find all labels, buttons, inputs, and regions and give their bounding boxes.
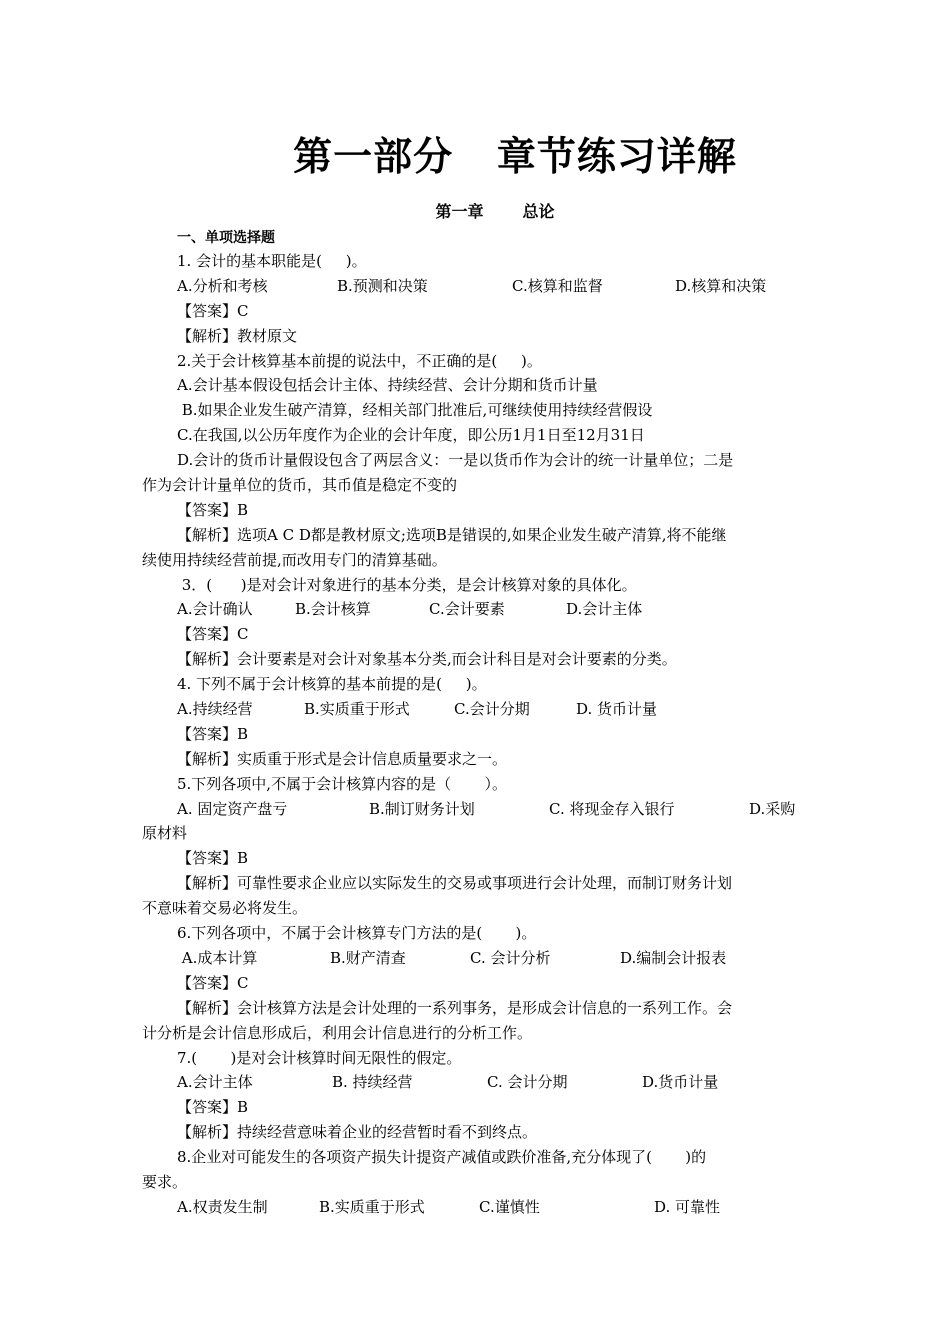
option-choice: D. 可靠性	[654, 1197, 721, 1216]
option-choice: C. 会计分析	[470, 948, 551, 967]
options-row	[142, 1070, 808, 1095]
option-choice: A.分析和考核	[177, 276, 268, 295]
option-choice: A.会计主体	[177, 1073, 253, 1092]
option-choice: B.实质重于形式	[304, 700, 410, 719]
explanation-line: 【解析】教材原文	[177, 326, 298, 345]
option-choice: D.编制会计报表	[620, 948, 727, 967]
option-choice: A. 固定资产盘亏	[177, 799, 288, 818]
text-line: 要求。	[142, 1172, 188, 1191]
option-choice: C.会计分期	[454, 700, 530, 719]
option-choice: C. 将现金存入银行	[549, 799, 675, 818]
explanation-line: 【解析】可靠性要求企业应以实际发生的交易或事项进行会计处理，而制订财务计划	[177, 874, 733, 893]
text-line: 不意味着交易必将发生。	[142, 899, 308, 918]
option-choice: D.核算和决策	[675, 276, 767, 295]
answer-line: 【答案】B	[177, 724, 249, 743]
explanation-line: 【解析】持续经营意味着企业的经营暂时看不到终点。	[177, 1123, 538, 1142]
text-line: A.会计基本假设包括会计主体、持续经营、会计分期和货币计量	[177, 376, 598, 395]
option-choice: A.会计确认	[177, 600, 253, 619]
option-choice: C.核算和监督	[512, 276, 603, 295]
text-line: 5.下列各项中,不属于会计核算内容的是（ ）。	[177, 774, 507, 793]
option-choice: A.成本计算	[177, 948, 258, 967]
text-line: 6.下列各项中，不属于会计核算专门方法的是( )。	[177, 924, 537, 943]
option-choice: A.权责发生制	[177, 1197, 268, 1216]
question-list	[142, 249, 808, 1220]
option-choice: B. 持续经营	[332, 1073, 413, 1092]
answer-line: 【答案】C	[177, 625, 249, 644]
section-heading: 一、单项选择题	[177, 230, 275, 246]
explanation-line: 【解析】会计要素是对会计对象基本分类,而会计科目是对会计要素的分类。	[177, 650, 677, 669]
answer-line: 【答案】B	[177, 500, 249, 519]
text-line: C.在我国,以公历年度作为企业的会计年度，即公历1月1日至12月31日	[177, 426, 645, 445]
text-line: 作为会计计量单位的货币，其币值是稳定不变的	[142, 476, 458, 495]
options-row	[142, 797, 808, 822]
option-choice: C.谨慎性	[479, 1197, 540, 1216]
text-line: D.会计的货币计量假设包含了两层含义：一是以货币作为会计的统一计量单位；二是	[177, 451, 734, 470]
option-choice: D.采购	[749, 799, 796, 818]
text-line: 1. 会计的基本职能是( )。	[177, 252, 367, 270]
answer-line: 【答案】B	[177, 849, 249, 868]
page-title: 第一部分 章节练习详解	[293, 135, 737, 180]
option-choice: A.持续经营	[177, 700, 253, 719]
option-choice: B.会计核算	[295, 600, 371, 619]
text-line: 2.关于会计核算基本前提的说法中，不正确的是( )。	[177, 351, 542, 370]
explanation-line: 【解析】实质重于形式是会计信息质量要求之一。	[177, 749, 508, 768]
text-line: 续使用持续经营前提,而改用专门的清算基础。	[142, 550, 447, 569]
answer-line: 【答案】C	[177, 301, 249, 320]
text-line: B.如果企业发生破产清算，经相关部门批准后,可继续使用持续经营假设	[177, 401, 653, 420]
text-line: 原材料	[142, 824, 188, 843]
text-line: 8.企业对可能发生的各项资产损失计提资产减值或跌价准备,充分体现了( )的	[177, 1148, 707, 1167]
option-choice: B.制订财务计划	[369, 799, 475, 818]
answer-line: 【答案】C	[177, 973, 249, 992]
text-line: 计分析是会计信息形成后，利用会计信息进行的分析工作。	[142, 1023, 533, 1042]
options-row	[142, 697, 808, 722]
option-choice: C. 会计分期	[487, 1073, 568, 1092]
chapter-heading: 第一章 总论	[435, 202, 555, 221]
option-choice: D.货币计量	[642, 1073, 719, 1092]
text-line: 3．( )是对会计对象进行的基本分类，是会计核算对象的具体化。	[177, 575, 637, 594]
option-choice: C.会计要素	[429, 600, 505, 619]
explanation-line: 【解析】会计核算方法是会计处理的一系列事务，是形成会计信息的一系列工作。会	[177, 998, 733, 1017]
options-row	[142, 597, 808, 622]
explanation-line: 【解析】选项A C D都是教材原文;选项B是错误的,如果企业发生破产清算,将不能继	[177, 525, 727, 544]
options-row	[142, 274, 808, 299]
text-line: 4. 下列不属于会计核算的基本前提的是( )。	[177, 675, 487, 694]
options-row	[142, 946, 808, 971]
option-choice: B.财产清查	[330, 948, 406, 967]
option-choice: B.实质重于形式	[319, 1197, 425, 1216]
option-choice: B.预测和决策	[337, 276, 428, 295]
text-line: 7.( )是对会计核算时间无限性的假定。	[177, 1048, 462, 1067]
option-choice: D. 货币计量	[576, 700, 658, 719]
answer-line: 【答案】B	[177, 1098, 249, 1117]
options-row	[142, 1195, 808, 1220]
option-choice: D.会计主体	[566, 600, 643, 619]
